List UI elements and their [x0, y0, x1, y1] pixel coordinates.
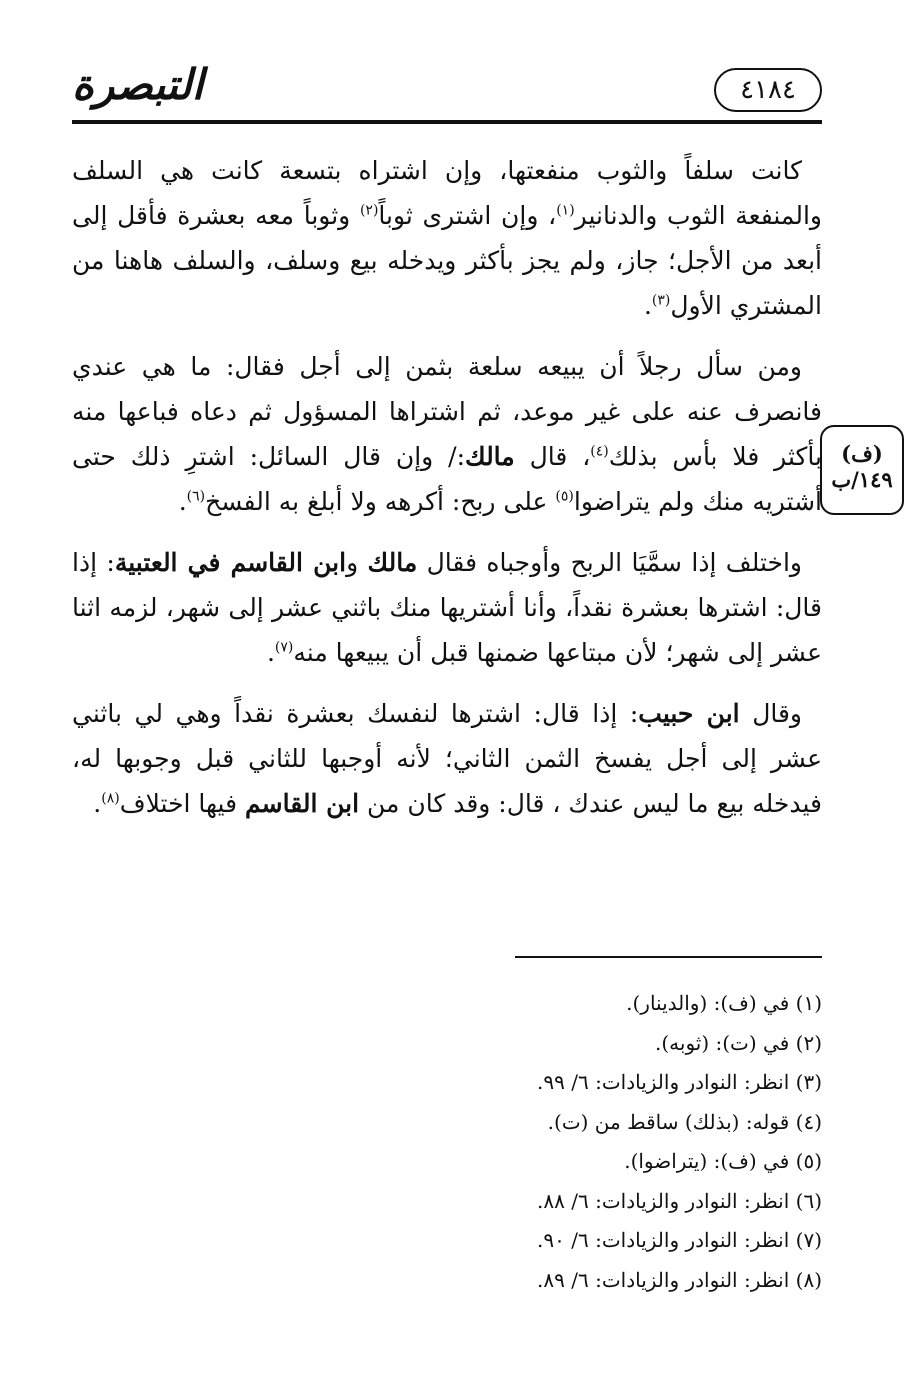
text-run: فيها اختلاف: [119, 789, 245, 818]
text-run: وقال: [739, 699, 802, 728]
footnote-ref: (٤): [590, 443, 609, 460]
main-text: [72, 148, 822, 842]
footnote: (٥) في (ف): (يتراضوا).: [624, 1149, 822, 1173]
text-run: :/ وإن قال السائل: اشترِ ذلك حتى أشتريه منك ولم يتراضوا: [72, 442, 822, 516]
name-malik: مالك: [465, 442, 515, 471]
text-run: ، وإن اشترى ثوباً: [378, 201, 557, 230]
margin-note-line1: (ف): [841, 441, 883, 466]
paragraph-1: [72, 148, 822, 328]
footnote-ref: (١): [556, 202, 575, 219]
page-number: ٤١٨٤: [714, 68, 822, 112]
footnote: (٢) في (ت): (ثوبه).: [655, 1030, 822, 1055]
text-run: على ربح: أكرهه ولا أبلغ به الفسخ: [205, 487, 556, 516]
footnote-ref: (٢): [359, 202, 379, 219]
footnotes: [72, 984, 822, 1300]
footnote: (٨) انظر: النوادر والزيادات: ٦/ ٨٩.: [537, 1267, 822, 1292]
paragraph-4: [72, 691, 822, 826]
footnote-ref: (٧): [274, 639, 294, 656]
text-run: : إذا قال: اشترها لنفسك بعشرة نقداً وهي لي باثني عشر إلى أجل يفسخ الثمن الثاني؛ لأنه أوجبها للثاني قبل وجوبها له، فيدخله بيع ما ليس عندك ، قال: وقد كان من: [72, 699, 822, 818]
name-ibn-al-qasim: ابن القاسم: [245, 789, 360, 818]
footnote-ref: (٣): [651, 292, 671, 309]
footnote: (٧) انظر: النوادر والزيادات: ٦/ ٩٠.: [537, 1228, 822, 1252]
paragraph-3: [72, 540, 822, 675]
text-run: كانت سلفاً والثوب منفعتها، وإن اشتراه بتسعة كانت هي السلف والمنفعة الثوب والدنانير: [72, 156, 822, 230]
text-run: واختلف إذا سمَّيَا الربح وأوجباه فقال: [417, 548, 802, 577]
text-run: وثوباً معه بعشرة فأقل إلى أبعد من الأجل؛ جاز، ولم يجز بأكثر ويدخله بيع وسلف، والسلف هاهنا من المشتري الأول: [72, 201, 822, 320]
text-run: .: [178, 487, 187, 516]
footnote-ref: (٨): [101, 790, 120, 807]
text-run: .: [643, 291, 652, 320]
name-ibn-habib: ابن حبيب: [638, 699, 740, 728]
footnote: (٤) قوله: (بذلك) ساقط من (ت).: [547, 1109, 822, 1134]
footnote: (١) في (ف): (والدينار).: [626, 991, 822, 1015]
margin-manuscript-reference: [820, 425, 904, 515]
footnote-separator: [515, 956, 822, 958]
name-malik: مالك: [367, 548, 418, 577]
footnote: (٦) انظر: النوادر والزيادات: ٦/ ٨٨.: [537, 1188, 822, 1213]
text-run: .: [266, 638, 275, 667]
page-header: [72, 60, 822, 124]
text-run: ومن سأل رجلاً أن يبيعه سلعة بثمن إلى أجل فقال: ما هي عندي فانصرف عنه على غير موعد، ثم اشتراها المسؤول ثم دعاه فباعها منه بأكثر فلا بأس بذلك: [72, 352, 822, 471]
name-ibn-al-qasim: ابن القاسم في العتبية: [114, 548, 347, 577]
footnote-ref: (٦): [186, 488, 206, 505]
text-run: .: [93, 789, 102, 818]
text-run: : إذا قال: اشترها بعشرة نقداً، وأنا أشتريها منك باثني عشر إلى شهر، لزمه اثنا عشر إلى شهر؛ لأن مبتاعها ضمنها قبل أن يبيعها منه: [72, 548, 822, 667]
margin-note-line2: ١٤٩/ب: [831, 467, 893, 492]
text-run: ، قال: [514, 442, 591, 471]
header-rule: [72, 120, 822, 124]
paragraph-2: [72, 344, 822, 524]
footnote-ref: (٥): [555, 488, 574, 505]
book-title: التبصرة: [72, 60, 204, 109]
text-run: و: [346, 548, 368, 577]
footnote: (٣) انظر: النوادر والزيادات: ٦/ ٩٩.: [537, 1070, 822, 1094]
